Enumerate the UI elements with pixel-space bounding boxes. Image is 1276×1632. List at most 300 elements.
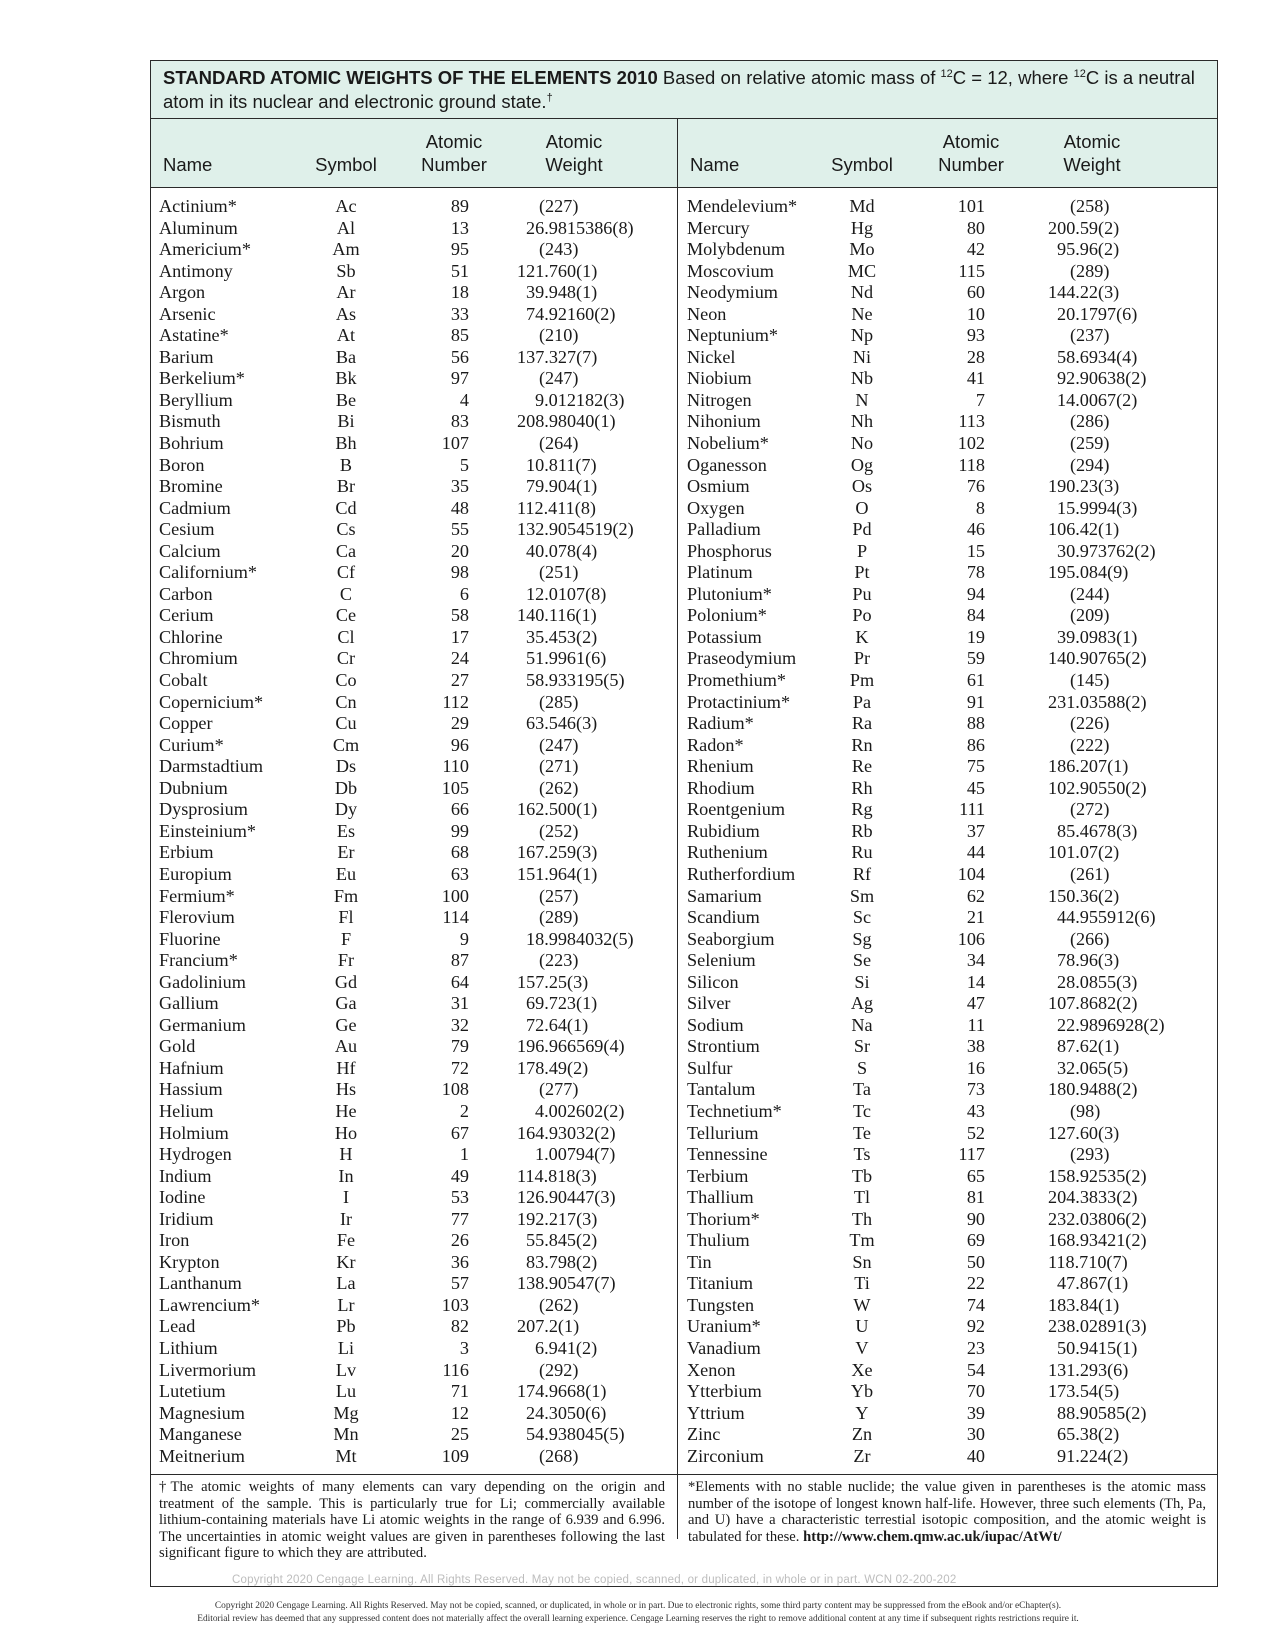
table-row	[678, 433, 1218, 455]
table-row	[151, 1187, 677, 1209]
table-title	[151, 61, 1217, 119]
table-row	[151, 1209, 677, 1231]
element-name: Titanium	[687, 1273, 754, 1294]
table-row	[151, 864, 677, 886]
element-symbol: Og	[850, 454, 874, 475]
copyright-line-2: Editorial review has deemed that any suppressed content does not materially affect the overall learning experience. Cengage Learning reserves the right to remove additional content at any time if subsequent rights restrictions require it.	[197, 1614, 1079, 1624]
atomic-number: 54	[966, 1359, 985, 1380]
atomic-weight: 232.03806(2)	[1048, 1208, 1147, 1229]
atomic-weight: 74.92160(2)	[526, 303, 616, 324]
atomic-weight: 4.002602(2)	[535, 1100, 625, 1121]
table-row	[151, 756, 677, 778]
atomic-number: 118	[958, 454, 985, 475]
table-row	[678, 196, 1218, 218]
table-row	[151, 735, 677, 757]
element-name: Radium*	[687, 713, 754, 734]
table-row	[678, 455, 1218, 477]
table-row	[151, 1101, 677, 1123]
table-row	[678, 778, 1218, 800]
atomic-number: 17	[450, 626, 469, 647]
table-row	[151, 1252, 677, 1274]
element-name: Gallium	[159, 993, 219, 1014]
column-header-symbol: Symbol	[831, 154, 893, 175]
table-row	[678, 411, 1218, 433]
atomic-weight: 58.6934(4)	[1057, 346, 1138, 367]
atomic-number: 61	[966, 670, 985, 691]
element-name: Bromine	[159, 476, 223, 497]
atomic-weight: 65.38(2)	[1057, 1424, 1120, 1445]
element-name: Zinc	[687, 1424, 721, 1445]
table-row	[151, 1036, 677, 1058]
element-symbol: U	[855, 1316, 869, 1337]
atomic-weight: 167.259(3)	[517, 842, 598, 863]
atomic-number: 35	[450, 476, 469, 497]
atomic-number: 37	[966, 820, 985, 841]
element-symbol: As	[335, 303, 357, 324]
element-name: Ytterbium	[687, 1381, 762, 1402]
element-symbol: Ag	[850, 993, 874, 1014]
table-row	[678, 239, 1218, 261]
element-symbol: Kr	[336, 1251, 356, 1272]
element-name: Polonium*	[687, 605, 767, 626]
atomic-number: 71	[450, 1381, 469, 1402]
table-row	[678, 929, 1218, 951]
atomic-number: 24	[450, 648, 469, 669]
atomic-weight: (271)	[539, 756, 579, 777]
atomic-number: 65	[966, 1165, 985, 1186]
table-row	[151, 950, 677, 972]
atomic-number: 84	[966, 605, 985, 626]
element-name: Potassium	[687, 626, 762, 647]
atomic-weight: 79.904(1)	[526, 476, 598, 497]
element-symbol: Mn	[333, 1424, 359, 1445]
atomic-weight: 88.90585(2)	[1057, 1402, 1147, 1423]
element-name: Magnesium	[159, 1402, 245, 1423]
table-row	[151, 347, 677, 369]
atomic-number: 8	[975, 497, 985, 518]
atomic-number: 96	[450, 734, 469, 755]
atomic-weight: 102.90550(2)	[1048, 777, 1147, 798]
table-row	[678, 325, 1218, 347]
element-symbol: Es	[336, 820, 356, 841]
atomic-weight: 196.966569(4)	[517, 1036, 625, 1057]
atomic-weight: (266)	[1070, 928, 1110, 949]
iupac-link[interactable]: http://www.chem.qmw.ac.uk/iupac/AtWt/	[803, 1528, 1062, 1545]
atomic-number: 67	[450, 1122, 469, 1143]
atomic-weight: 144.22(3)	[1048, 282, 1120, 303]
atomic-number: 9	[459, 928, 469, 949]
atomic-number: 63	[450, 863, 469, 884]
atomic-weight: 9.012182(3)	[535, 389, 625, 410]
element-name: Chromium	[159, 648, 238, 669]
element-symbol: Y	[855, 1402, 869, 1423]
element-symbol: N	[855, 389, 869, 410]
element-symbol: Cm	[332, 734, 360, 755]
element-symbol: Fe	[336, 1230, 356, 1251]
atomic-weight: 44.955912(6)	[1057, 907, 1156, 928]
element-name: Cadmium	[159, 497, 231, 518]
table-row	[151, 304, 677, 326]
atomic-number: 69	[966, 1230, 985, 1251]
table-row	[151, 670, 677, 692]
element-symbol: Nd	[850, 282, 874, 303]
atomic-number: 107	[441, 433, 469, 454]
element-name: Argon	[159, 282, 206, 303]
element-symbol: Md	[849, 196, 875, 216]
atomic-number: 88	[966, 713, 985, 734]
atomic-weight: 69.723(1)	[526, 993, 598, 1014]
atomic-weight: 35.453(2)	[526, 626, 598, 647]
atomic-number: 12	[450, 1402, 469, 1423]
element-symbol: O	[855, 497, 869, 518]
atomic-weight: (237)	[1070, 325, 1110, 346]
table-row	[151, 455, 677, 477]
atomic-number: 99	[450, 820, 469, 841]
atomic-weight: (285)	[539, 691, 579, 712]
atomic-weight: (289)	[539, 907, 579, 928]
table-row	[151, 325, 677, 347]
atomic-weight: 140.90765(2)	[1048, 648, 1147, 669]
element-name: Moscovium	[687, 260, 774, 281]
element-name: Scandium	[687, 907, 760, 928]
title-bold: STANDARD ATOMIC WEIGHTS OF THE ELEMENTS 2010	[163, 67, 658, 88]
table-row	[678, 1295, 1218, 1317]
table-row	[678, 562, 1218, 584]
atomic-number: 21	[966, 907, 985, 928]
table-row	[678, 1403, 1218, 1425]
table-row	[151, 713, 677, 735]
column-header-name: Name	[690, 154, 740, 175]
element-symbol: Sc	[852, 907, 872, 928]
atomic-weight: 12.0107(8)	[526, 583, 607, 604]
table-row	[678, 1446, 1218, 1468]
atomic-number: 76	[966, 476, 985, 497]
atomic-number: 72	[450, 1057, 469, 1078]
atomic-weight: 164.93032(2)	[517, 1122, 616, 1143]
table-row	[678, 907, 1218, 929]
table-row	[151, 972, 677, 994]
atomic-number: 62	[966, 885, 985, 906]
table-row	[151, 1015, 677, 1037]
atomic-weight: 26.9815386(8)	[526, 217, 634, 238]
column-header-atomic-weight: Atomic Weight	[545, 131, 603, 175]
element-symbol: Fl	[338, 907, 354, 928]
watermark: Copyright 2020 Cengage Learning. All Rights Reserved. May not be copied, scanned, or duplicated, in whole or in part. WCN 02-200-202	[232, 1574, 957, 1586]
atomic-number: 42	[966, 239, 985, 260]
element-symbol: Po	[852, 605, 872, 626]
atomic-weight: (258)	[1070, 196, 1110, 216]
atomic-weight: 40.078(4)	[526, 540, 598, 561]
element-name: Erbium	[159, 842, 214, 863]
element-name: Barium	[159, 346, 214, 367]
element-name: Xenon	[687, 1359, 736, 1380]
element-name: Osmium	[687, 476, 750, 497]
atomic-weight: 95.96(2)	[1057, 239, 1120, 260]
atomic-weight: 51.9961(6)	[526, 648, 607, 669]
table-row	[151, 1403, 677, 1425]
element-name: Tungsten	[687, 1294, 755, 1315]
table-row	[678, 1166, 1218, 1188]
table-row	[678, 1381, 1218, 1403]
element-symbol: Lu	[335, 1381, 357, 1402]
table-row	[151, 411, 677, 433]
element-symbol: Mt	[335, 1445, 357, 1466]
element-symbol: Pm	[849, 670, 875, 691]
element-symbol: B	[339, 454, 353, 475]
atomic-weight: 204.3833(2)	[1048, 1187, 1138, 1208]
table-row	[678, 584, 1218, 606]
table-row	[151, 196, 677, 218]
element-name: Flerovium	[159, 907, 235, 928]
element-symbol: Rb	[851, 820, 873, 841]
element-name: Thulium	[687, 1230, 750, 1251]
element-name: Indium	[159, 1165, 212, 1186]
element-symbol: Rh	[851, 777, 873, 798]
atomic-number: 46	[966, 519, 985, 540]
element-name: Samarium	[687, 885, 762, 906]
table-row	[151, 1058, 677, 1080]
atomic-number: 31	[450, 993, 469, 1014]
atomic-weight: 91.224(2)	[1057, 1445, 1129, 1466]
element-symbol: Cn	[335, 691, 357, 712]
element-name: Neodymium	[687, 282, 778, 303]
atomic-number: 100	[441, 885, 469, 906]
atomic-weight: (210)	[539, 325, 579, 346]
atomic-weight: 195.084(9)	[1048, 562, 1129, 583]
table-row	[151, 648, 677, 670]
table-row	[151, 799, 677, 821]
atomic-number: 78	[966, 562, 985, 583]
table-row	[678, 648, 1218, 670]
atomic-weight: 118.710(7)	[1048, 1251, 1128, 1272]
atomic-weight: (226)	[1070, 713, 1110, 734]
table-row	[678, 282, 1218, 304]
element-symbol: Te	[853, 1122, 871, 1143]
element-name: Einsteinium*	[159, 820, 256, 841]
element-name: Curium*	[159, 734, 224, 755]
element-name: Dubnium	[159, 777, 228, 798]
atomic-number: 103	[441, 1294, 469, 1315]
table-row	[678, 692, 1218, 714]
element-name: Seaborgium	[687, 928, 775, 949]
table-row	[678, 1252, 1218, 1274]
table-row	[678, 1036, 1218, 1058]
atomic-weight: 190.23(3)	[1048, 476, 1120, 497]
element-symbol: Ce	[335, 605, 357, 626]
element-symbol: Zr	[853, 1445, 871, 1466]
atomic-number: 45	[966, 777, 985, 798]
table-row	[678, 1424, 1218, 1446]
atomic-weight: (244)	[1070, 583, 1110, 604]
element-name: Berkelium*	[159, 368, 245, 389]
atomic-weight: 83.798(2)	[526, 1251, 598, 1272]
atomic-number: 79	[450, 1036, 469, 1057]
atomic-weight: (222)	[1070, 734, 1110, 755]
element-symbol: Np	[850, 325, 874, 346]
atomic-weight: (277)	[539, 1079, 579, 1100]
table-row	[151, 886, 677, 908]
element-symbol: Ts	[853, 1144, 871, 1165]
column-header-row	[151, 119, 1217, 188]
atomic-weight: (272)	[1070, 799, 1110, 820]
atomic-number: 117	[958, 1144, 985, 1165]
table-row	[151, 1144, 677, 1166]
dagger-mark: †	[546, 91, 553, 104]
atomic-number: 23	[966, 1337, 985, 1358]
atomic-weight: (289)	[1070, 260, 1110, 281]
element-symbol: Li	[337, 1337, 355, 1358]
table-row	[151, 993, 677, 1015]
atomic-number: 66	[450, 799, 469, 820]
atomic-number: 3	[459, 1337, 469, 1358]
atomic-number: 15	[966, 540, 985, 561]
atomic-number: 27	[450, 670, 469, 691]
atomic-weight: 39.948(1)	[526, 282, 598, 303]
atomic-number: 52	[966, 1122, 985, 1143]
element-symbol: Nh	[850, 411, 874, 432]
atomic-number: 39	[966, 1402, 985, 1423]
atomic-weight: 47.867(1)	[1057, 1273, 1129, 1294]
atomic-weight: 92.90638(2)	[1057, 368, 1147, 389]
atomic-number: 91	[966, 691, 985, 712]
atomic-number: 114	[442, 907, 469, 928]
atomic-weight: (98)	[1070, 1100, 1101, 1121]
element-symbol: F	[340, 928, 352, 949]
element-name: Tennessine	[687, 1144, 768, 1165]
atomic-weight: (268)	[539, 1445, 579, 1466]
element-name: Sodium	[687, 1014, 744, 1035]
atomic-weight: 85.4678(3)	[1057, 820, 1138, 841]
atomic-weight: (262)	[539, 1294, 579, 1315]
atomic-weight: 131.293(6)	[1048, 1359, 1129, 1380]
table-row	[678, 670, 1218, 692]
atomic-number: 14	[966, 971, 985, 992]
atomic-weight: 22.9896928(2)	[1057, 1014, 1165, 1035]
element-name: Vanadium	[687, 1337, 761, 1358]
element-symbol: Cf	[336, 562, 356, 583]
table-row	[678, 368, 1218, 390]
atomic-number: 98	[450, 562, 469, 583]
atomic-weight: 150.36(2)	[1048, 885, 1120, 906]
atomic-number: 19	[966, 626, 985, 647]
element-symbol: Am	[332, 239, 360, 260]
element-name: Bismuth	[159, 411, 221, 432]
element-symbol: Ti	[854, 1273, 870, 1294]
element-name: Rubidium	[687, 820, 760, 841]
element-name: Terbium	[687, 1165, 749, 1186]
element-name: Selenium	[687, 950, 756, 971]
table-row	[151, 842, 677, 864]
element-name: Cesium	[159, 519, 215, 540]
table-row	[678, 864, 1218, 886]
element-symbol: Bi	[337, 411, 355, 432]
atomic-weight: (247)	[539, 368, 579, 389]
table-row	[678, 1273, 1218, 1295]
atomic-number: 11	[967, 1014, 985, 1035]
element-name: Arsenic	[159, 303, 216, 324]
element-name: Dysprosium	[159, 799, 248, 820]
element-name: Rhenium	[687, 756, 754, 777]
table-row	[151, 1424, 677, 1446]
atomic-weight: 72.64(1)	[526, 1014, 589, 1035]
element-name: Gadolinium	[159, 971, 246, 992]
element-symbol: Sg	[852, 928, 872, 949]
atomic-number: 59	[966, 648, 985, 669]
element-name: Meitnerium	[159, 1445, 245, 1466]
element-symbol: Rn	[851, 734, 873, 755]
atomic-weight: 162.500(1)	[517, 799, 598, 820]
element-name: Calcium	[159, 540, 221, 561]
element-list-left	[151, 196, 677, 1467]
element-symbol: Na	[851, 1014, 873, 1035]
atomic-number: 111	[959, 799, 985, 820]
element-name: Rhodium	[687, 777, 755, 798]
element-name: Hassium	[159, 1079, 223, 1100]
element-symbol: No	[850, 433, 874, 454]
atomic-number: 44	[966, 842, 985, 863]
atomic-weight: 231.03588(2)	[1048, 691, 1147, 712]
element-symbol: Ba	[335, 346, 357, 367]
element-symbol: Cs	[336, 519, 356, 540]
atomic-weight: 101.07(2)	[1048, 842, 1120, 863]
element-name: Manganese	[159, 1424, 242, 1445]
element-symbol: Ge	[335, 1014, 357, 1035]
element-symbol: Bh	[335, 433, 357, 454]
atomic-weight: (264)	[539, 433, 579, 454]
element-name: Praseodymium	[687, 648, 797, 669]
element-name: Copernicium*	[159, 691, 264, 712]
atomic-weight: 208.98040(1)	[517, 411, 616, 432]
table-row	[151, 1338, 677, 1360]
table-row	[678, 1187, 1218, 1209]
element-symbol: Lr	[337, 1294, 355, 1315]
atomic-number: 29	[450, 713, 469, 734]
atomic-number: 80	[966, 217, 985, 238]
table-row	[678, 1015, 1218, 1037]
atomic-number: 36	[450, 1251, 469, 1272]
column-header-name: Name	[163, 154, 213, 175]
atomic-number: 18	[450, 282, 469, 303]
element-symbol: Hg	[850, 217, 874, 238]
atomic-weight: (293)	[1070, 1144, 1110, 1165]
table-row	[678, 304, 1218, 326]
atomic-weight: 107.8682(2)	[1048, 993, 1138, 1014]
atomic-number: 112	[442, 691, 469, 712]
copyright-line-1: Copyright 2020 Cengage Learning. All Rights Reserved. May not be copied, scanned, or duplicated, in whole or in part. Due to electronic rights, some third party content may be suppressed from the eBook and/or eChapter(s).	[214, 1601, 1062, 1611]
table-row	[151, 1079, 677, 1101]
element-name: Bohrium	[159, 433, 224, 454]
element-name: Helium	[159, 1100, 214, 1121]
element-symbol: K	[855, 626, 869, 647]
atomic-weight: 58.933195(5)	[526, 670, 625, 691]
element-name: Cerium	[159, 605, 214, 626]
element-symbol: Zn	[851, 1424, 873, 1445]
element-list-right	[678, 196, 1218, 1467]
element-symbol: Ru	[851, 842, 873, 863]
atomic-number: 10	[966, 303, 985, 324]
table-row	[151, 1446, 677, 1468]
table-row	[678, 972, 1218, 994]
atomic-number: 4	[459, 389, 469, 410]
element-symbol: Db	[334, 777, 358, 798]
element-name: Carbon	[159, 583, 213, 604]
element-symbol: Be	[335, 389, 357, 410]
element-symbol: Sn	[852, 1251, 872, 1272]
atomic-weight: 32.065(5)	[1057, 1057, 1129, 1078]
atomic-number: 108	[441, 1079, 469, 1100]
element-symbol: Sm	[849, 885, 875, 906]
atomic-weight: 173.54(5)	[1048, 1381, 1120, 1402]
